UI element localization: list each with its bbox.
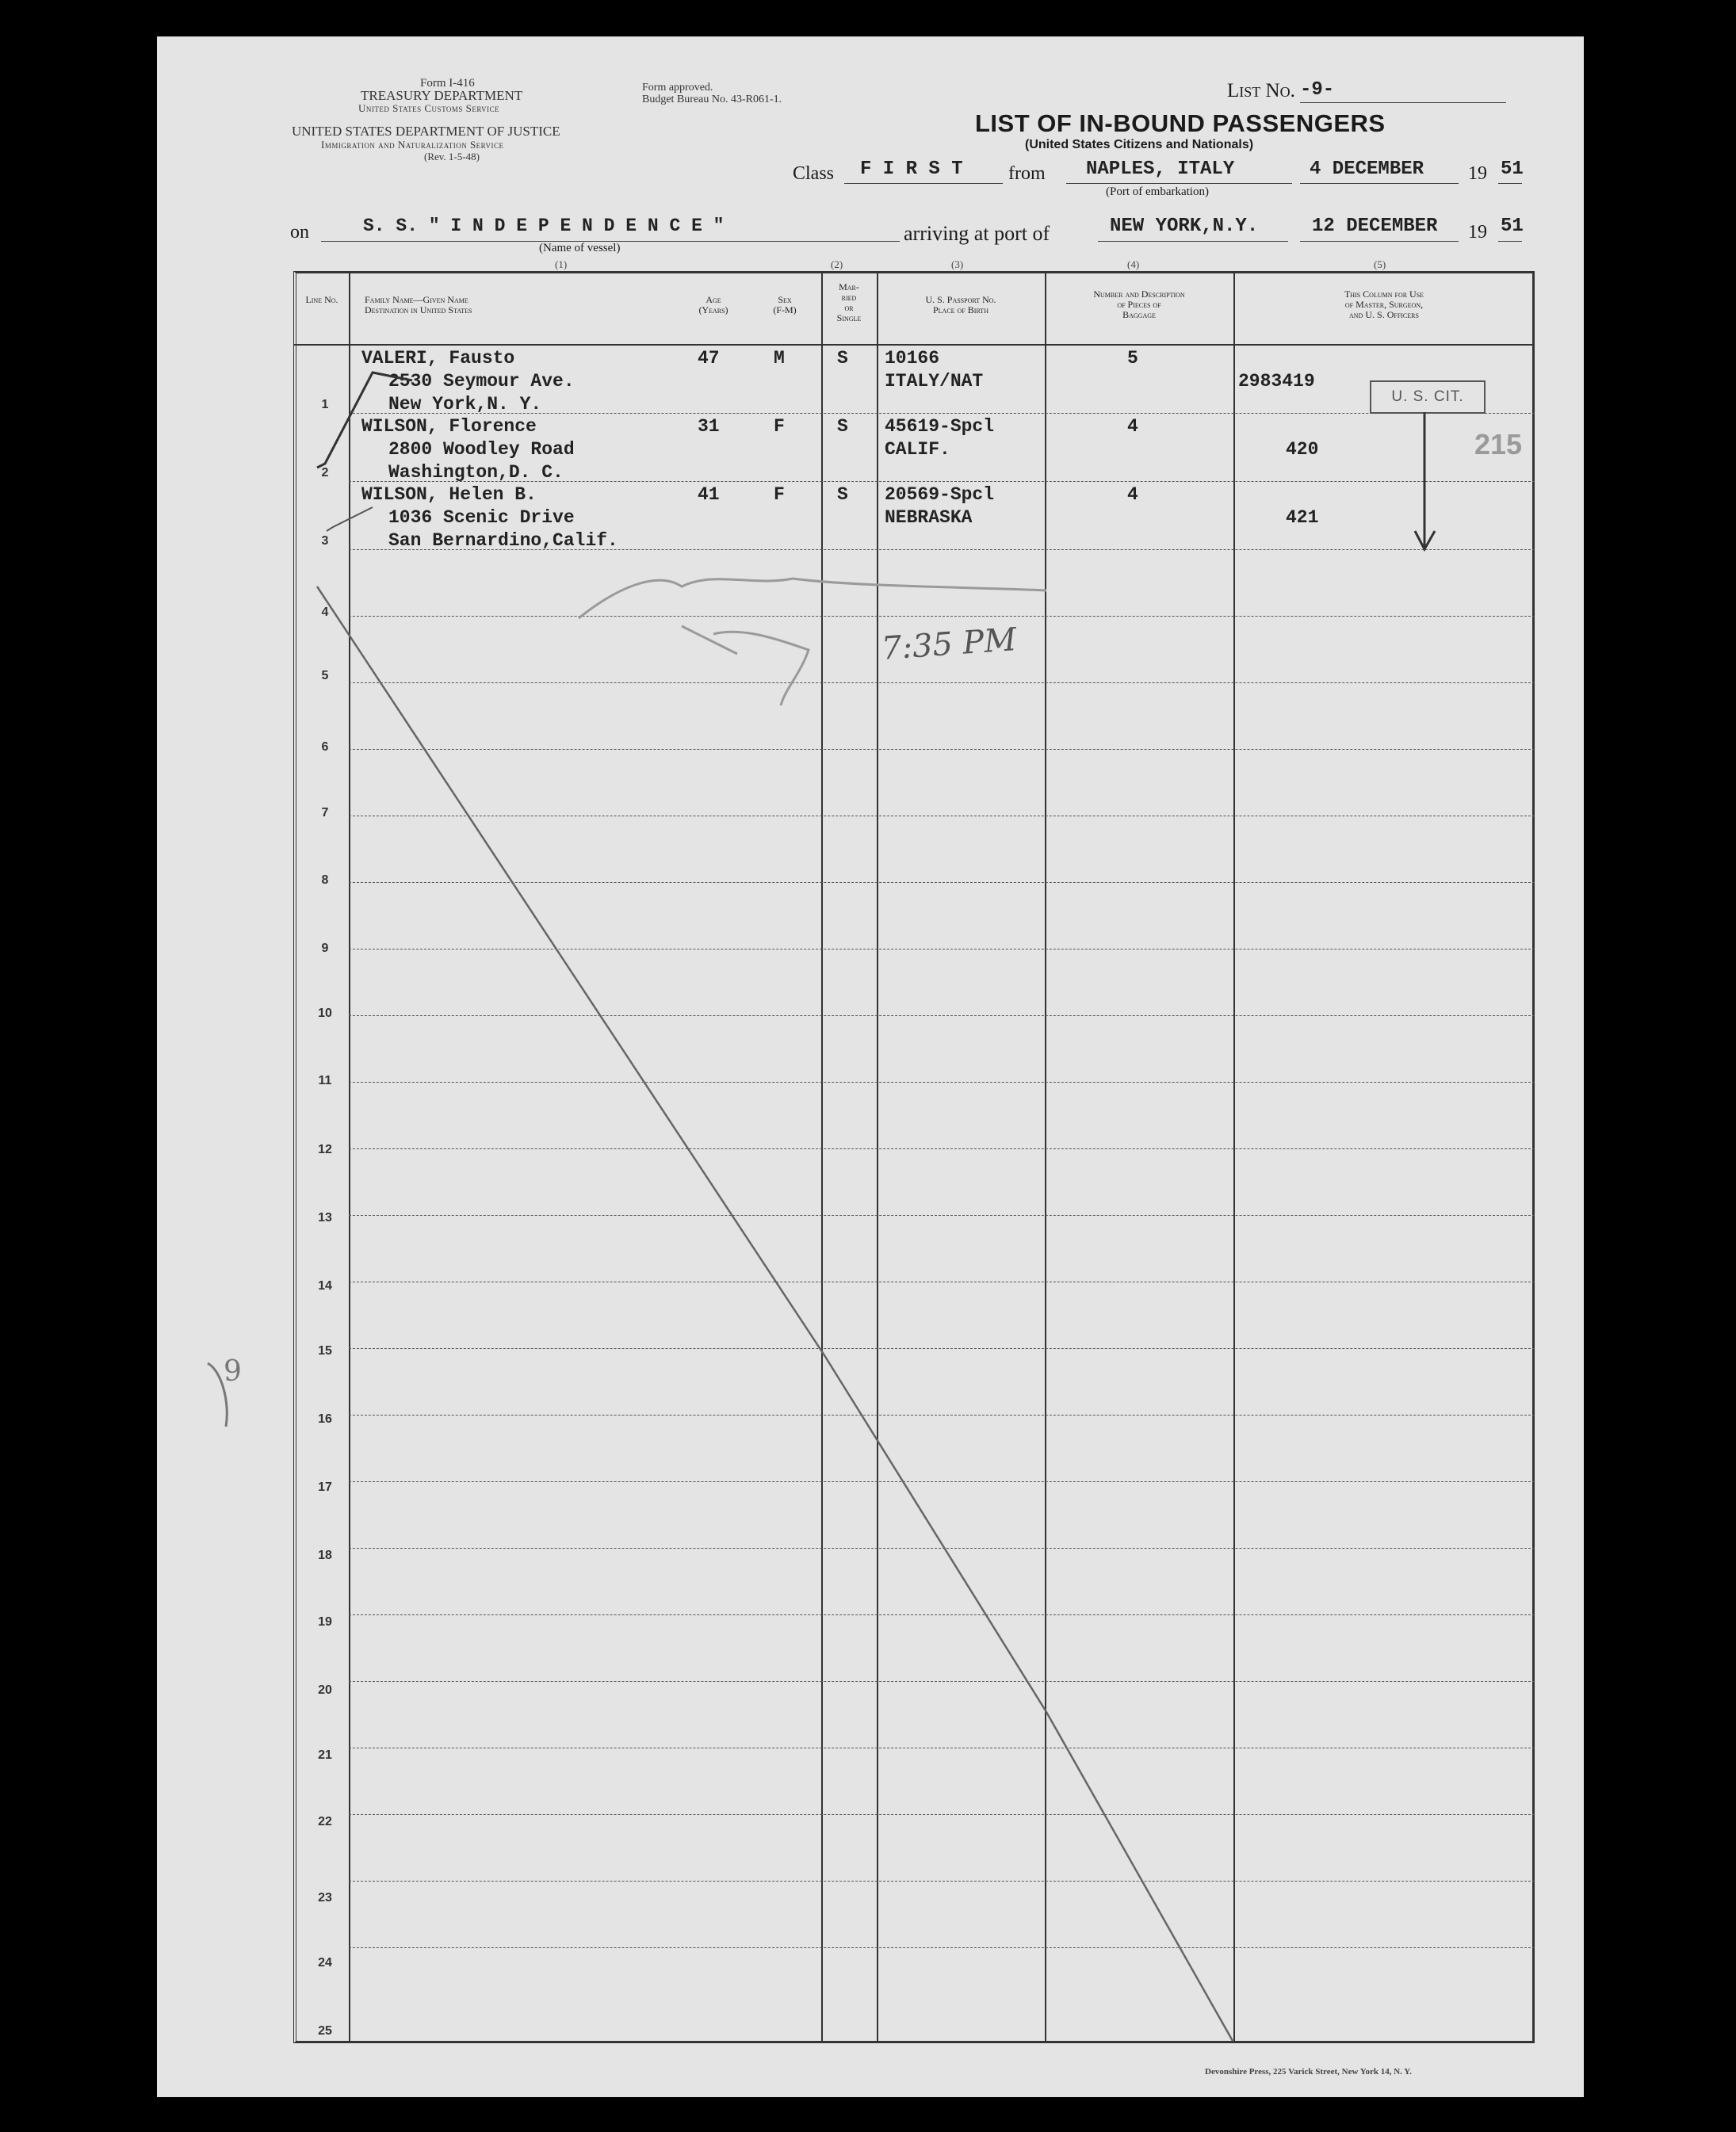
vessel-caption: (Name of vessel)	[539, 242, 621, 254]
passport-number: 10166	[885, 348, 940, 369]
column-number: (1)	[555, 258, 568, 270]
vessel-name: S. S. " I N D E P E N D E N C E "	[363, 216, 725, 236]
passenger-address: 1036 Scenic Drive	[388, 507, 575, 528]
passenger-name: VALERI, Fausto	[361, 348, 515, 369]
budget-bureau: Budget Bureau No. 43-R061-1.	[642, 94, 782, 105]
col-age: Age (Years)	[698, 294, 728, 315]
line-number: 3	[321, 534, 329, 548]
arriving-label: arriving at port of	[904, 222, 1050, 245]
officer-number: 2983419	[1238, 371, 1315, 392]
departure-underline	[1300, 183, 1459, 184]
line-number: 4	[321, 606, 329, 619]
passenger-address: San Bernardino,Calif.	[388, 530, 618, 551]
line-number: 10	[318, 1007, 332, 1020]
row-rule	[349, 1881, 1535, 1882]
port-caption: (Port of embarkation)	[1106, 185, 1209, 198]
class-label: Class	[793, 163, 835, 184]
list-no-label: List No.	[1227, 80, 1295, 101]
place-of-birth: NEBRASKA	[885, 507, 973, 528]
col-baggage: Number and Description of Pieces of Baggage	[1093, 288, 1185, 320]
column-divider	[349, 271, 350, 2043]
line-number: 7	[321, 806, 329, 820]
from-value: NAPLES, ITALY	[1086, 159, 1235, 180]
line-number: 21	[318, 1748, 332, 1762]
line-number: 24	[318, 1956, 332, 1970]
column-divider	[1045, 271, 1046, 2043]
row-rule	[349, 882, 1535, 883]
passenger-sex: F	[774, 416, 785, 437]
column-number: (5)	[1374, 258, 1386, 270]
passenger-address: Washington,D. C.	[388, 462, 564, 483]
form-subtitle: (United States Citizens and Nationals)	[1025, 138, 1254, 151]
baggage-count: 4	[1127, 416, 1138, 437]
row-rule	[349, 682, 1535, 683]
row-rule	[349, 1947, 1535, 1948]
line-number: 14	[318, 1279, 332, 1293]
passenger-age: 47	[698, 348, 720, 369]
row-rule	[349, 1348, 1535, 1349]
col-line-no: Line No.	[305, 294, 338, 305]
place-of-birth: CALIF.	[885, 439, 950, 460]
arrival-date: 12 DECEMBER	[1312, 216, 1438, 237]
margin-mark: 9	[224, 1355, 242, 1388]
baggage-count: 5	[1127, 348, 1138, 369]
line-number: 20	[318, 1683, 332, 1697]
row-rule	[349, 1148, 1535, 1149]
header-divider	[293, 344, 1535, 346]
handwritten-time: 7:35 PM	[880, 621, 1018, 667]
line-number: 11	[318, 1074, 332, 1087]
column-number: (2)	[831, 258, 843, 270]
col-sex: Sex (F-M)	[773, 294, 797, 315]
column-divider	[821, 271, 823, 2043]
passenger-sex: F	[774, 484, 785, 505]
column-number: (3)	[951, 258, 964, 270]
us-citizen-stamp: U. S. CIT.	[1370, 380, 1486, 414]
col-officer-use: This Column for Use of Master, Surgeon, and U. S. Officers	[1344, 288, 1424, 320]
column-divider	[1233, 271, 1235, 2043]
column-number: (4)	[1127, 258, 1140, 270]
row-rule	[349, 1814, 1535, 1815]
line-number: 1	[321, 398, 329, 411]
form-approved: Form approved.	[642, 82, 713, 94]
year-suffix-2: 51	[1501, 216, 1524, 237]
line-number: 13	[318, 1211, 332, 1225]
row-rule	[349, 1415, 1535, 1416]
passenger-address: New York,N. Y.	[388, 394, 542, 415]
year-suffix-1: 51	[1501, 159, 1524, 180]
col-name-destination: Family Name—Given Name Destination in United States	[365, 294, 472, 315]
row-rule	[349, 749, 1535, 750]
row-rule	[349, 1481, 1535, 1482]
row-rule	[349, 616, 1535, 617]
list-no-value: -9-	[1300, 79, 1335, 101]
line-number: 9	[321, 942, 329, 955]
officer-number: 421	[1286, 507, 1319, 528]
column-divider	[877, 271, 878, 2043]
arrival-port-underline	[1098, 241, 1288, 242]
form-title: LIST OF IN-BOUND PASSENGERS	[975, 109, 1386, 137]
from-label: from	[1008, 163, 1046, 184]
arrival-port: NEW YORK,N.Y.	[1110, 216, 1259, 237]
customs-service: United States Customs Service	[358, 102, 500, 114]
list-no-underline	[1300, 102, 1506, 103]
departure-date: 4 DECEMBER	[1310, 159, 1424, 180]
row-rule	[349, 1215, 1535, 1216]
passport-number: 20569-Spcl	[885, 484, 995, 505]
justice-department: UNITED STATES DEPARTMENT OF JUSTICE	[292, 124, 560, 139]
year-underline-1	[1498, 183, 1522, 184]
line-number: 25	[318, 2024, 332, 2038]
line-number: 22	[318, 1815, 332, 1828]
baggage-count: 4	[1127, 484, 1138, 505]
passenger-address: 2530 Seymour Ave.	[388, 371, 575, 392]
line-number: 15	[318, 1344, 332, 1358]
arrival-date-underline	[1300, 241, 1459, 242]
place-of-birth: ITALY/NAT	[885, 371, 984, 392]
printer-footer: Devonshire Press, 225 Varick Street, New York 14, N. Y.	[1205, 2067, 1412, 2077]
line-number: 8	[321, 873, 329, 887]
passenger-sex: M	[774, 348, 785, 369]
row-rule	[349, 1015, 1535, 1016]
line-number: 18	[318, 1549, 332, 1562]
class-underline	[844, 183, 1003, 184]
passport-number: 45619-Spcl	[885, 416, 995, 437]
row-rule	[349, 1082, 1535, 1083]
row-rule	[349, 1614, 1535, 1615]
passenger-status: S	[837, 416, 848, 437]
year-prefix-1: 19	[1468, 163, 1487, 184]
stamp-number: 215	[1474, 428, 1523, 460]
form-revision: (Rev. 1-5-48)	[424, 151, 480, 162]
passenger-age: 41	[698, 484, 720, 505]
line-number: 6	[321, 740, 329, 754]
year-underline-2	[1498, 241, 1522, 242]
passenger-address: 2800 Woodley Road	[388, 439, 575, 460]
form-number: Form I-416	[420, 77, 475, 90]
line-number: 16	[318, 1412, 332, 1426]
line-number: 5	[321, 669, 329, 682]
passenger-status: S	[837, 348, 848, 369]
officer-number: 420	[1286, 439, 1319, 460]
passenger-name: WILSON, Florence	[361, 416, 537, 437]
row-rule	[349, 1548, 1535, 1549]
line-number: 23	[318, 1891, 332, 1905]
treasury-department: TREASURY DEPARTMENT	[361, 88, 523, 103]
line-number: 17	[318, 1481, 332, 1494]
col-married-single: Mar- ried or Single	[836, 281, 862, 323]
passenger-name: WILSON, Helen B.	[361, 484, 537, 505]
on-label: on	[290, 222, 309, 243]
year-prefix-2: 19	[1468, 222, 1487, 243]
immigration-service: Immigration and Naturalization Service	[321, 139, 504, 151]
class-value: F I R S T	[860, 159, 963, 180]
line-number: 2	[321, 466, 329, 480]
passenger-age: 31	[698, 416, 720, 437]
row-rule	[349, 1681, 1535, 1682]
from-underline	[1066, 183, 1292, 184]
col-passport-birth: U. S. Passport No. Place of Birth	[925, 294, 996, 315]
line-number: 12	[318, 1143, 332, 1156]
passenger-status: S	[837, 484, 848, 505]
line-number: 19	[318, 1615, 332, 1629]
